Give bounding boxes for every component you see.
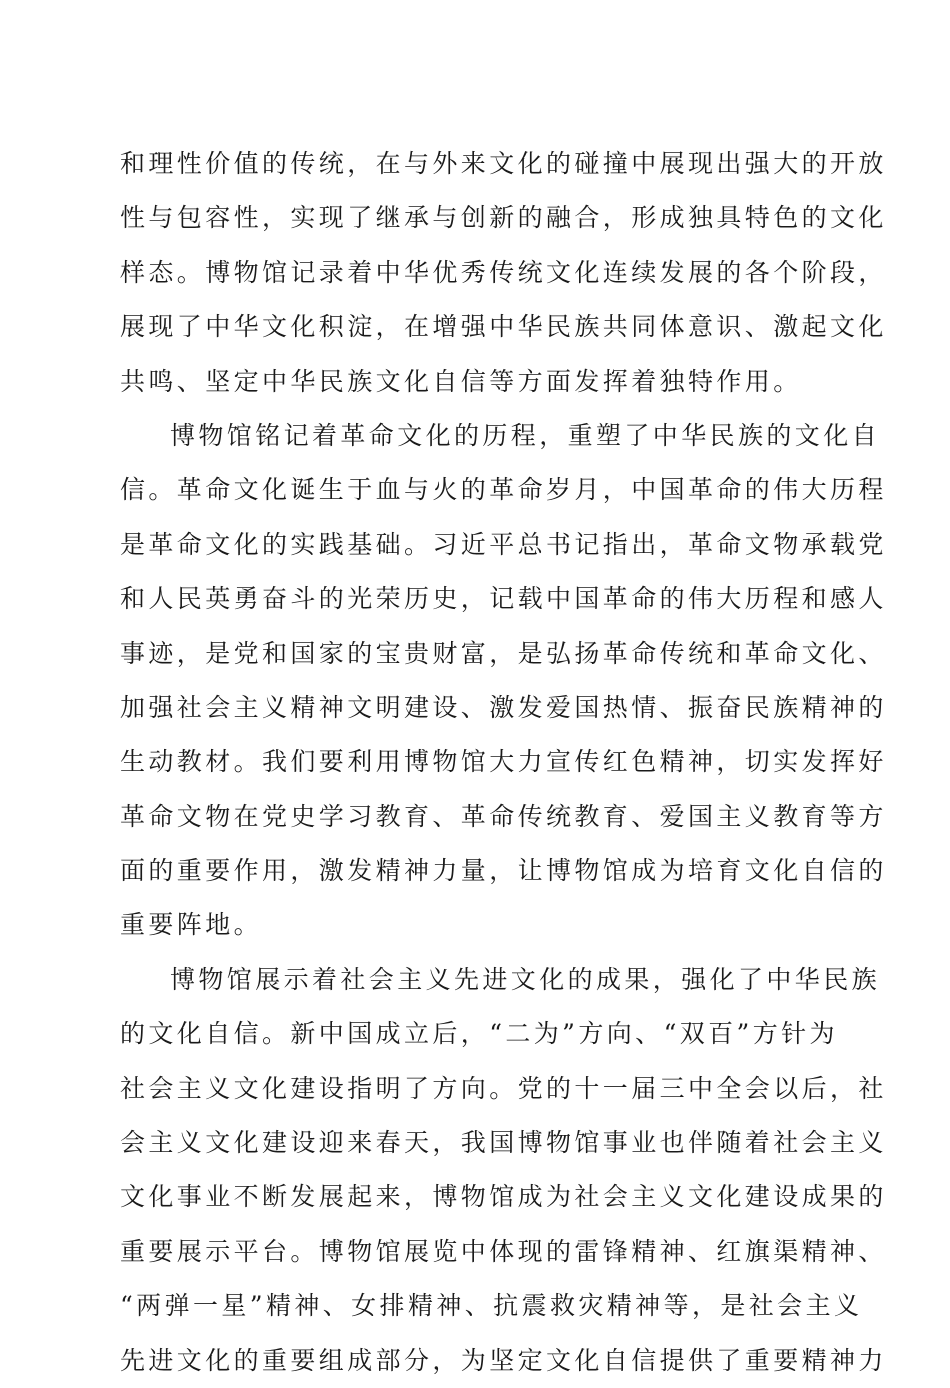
paragraph-3-line-7: “两弹一星”精神、女排精神、抗震救灾精神等，是社会主义 — [120, 1291, 863, 1321]
paragraph-3-line-2: 的文化自信。新中国成立后，“二为”方向、“双百”方针为 — [120, 1019, 838, 1049]
paragraph-1-line-2: 性与包容性，实现了继承与创新的融合，形成独具特色的文化 — [120, 203, 887, 233]
paragraph-3-line-3: 社会主义文化建设指明了方向。党的十一届三中全会以后，社 — [120, 1073, 887, 1103]
paragraph-2-line-7: 生动教材。我们要利用博物馆大力宣传红色精神，切实发挥好 — [120, 747, 887, 777]
paragraph-3-line-6: 重要展示平台。博物馆展览中体现的雷锋精神、红旗渠精神、 — [120, 1236, 887, 1266]
paragraph-2-line-8: 革命文物在党史学习教育、革命传统教育、爱国主义教育等方 — [120, 801, 887, 831]
paragraph-2-line-4: 和人民英勇奋斗的光荣历史，记载中国革命的伟大历程和感人 — [120, 584, 887, 614]
paragraph-2-line-10: 重要阵地。 — [120, 910, 263, 940]
paragraph-1-line-3: 样态。博物馆记录着中华优秀传统文化连续发展的各个阶段， — [120, 257, 887, 287]
paragraph-3-line-5: 文化事业不断发展起来，博物馆成为社会主义文化建设成果的 — [120, 1182, 887, 1212]
paragraph-3-line-1: 博物馆展示着社会主义先进文化的成果，强化了中华民族 — [170, 964, 881, 994]
paragraph-1-line-1: 和理性价值的传统，在与外来文化的碰撞中展现出强大的开放 — [120, 149, 887, 178]
paragraph-3-line-8: 先进文化的重要组成部分，为坚定文化自信提供了重要精神力 — [120, 1345, 887, 1375]
paragraph-2-line-2: 信。革命文化诞生于血与火的革命岁月，中国革命的伟大历程 — [120, 475, 887, 505]
paragraph-2-line-5: 事迹，是党和国家的宝贵财富，是弘扬革命传统和革命文化、 — [120, 638, 887, 668]
paragraph-2-line-9: 面的重要作用，激发精神力量，让博物馆成为培育文化自信的 — [120, 856, 887, 886]
paragraph-2-line-6: 加强社会主义精神文明建设、激发爱国热情、振奋民族精神的 — [120, 692, 887, 722]
paragraph-2-line-3: 是革命文化的实践基础。习近平总书记指出，革命文物承载党 — [120, 529, 887, 559]
paragraph-1-line-5: 共鸣、坚定中华民族文化自信等方面发挥着独特作用。 — [120, 366, 802, 396]
body-text — [120, 137, 887, 1388]
paragraph-3-line-4: 会主义文化建设迎来春天，我国博物馆事业也伴随着社会主义 — [120, 1128, 887, 1158]
paragraph-1-line-4: 展现了中华文化积淀，在增强中华民族共同体意识、激起文化 — [120, 312, 887, 342]
paragraph-2-line-1: 博物馆铭记着革命文化的历程，重塑了中华民族的文化自 — [170, 420, 881, 450]
